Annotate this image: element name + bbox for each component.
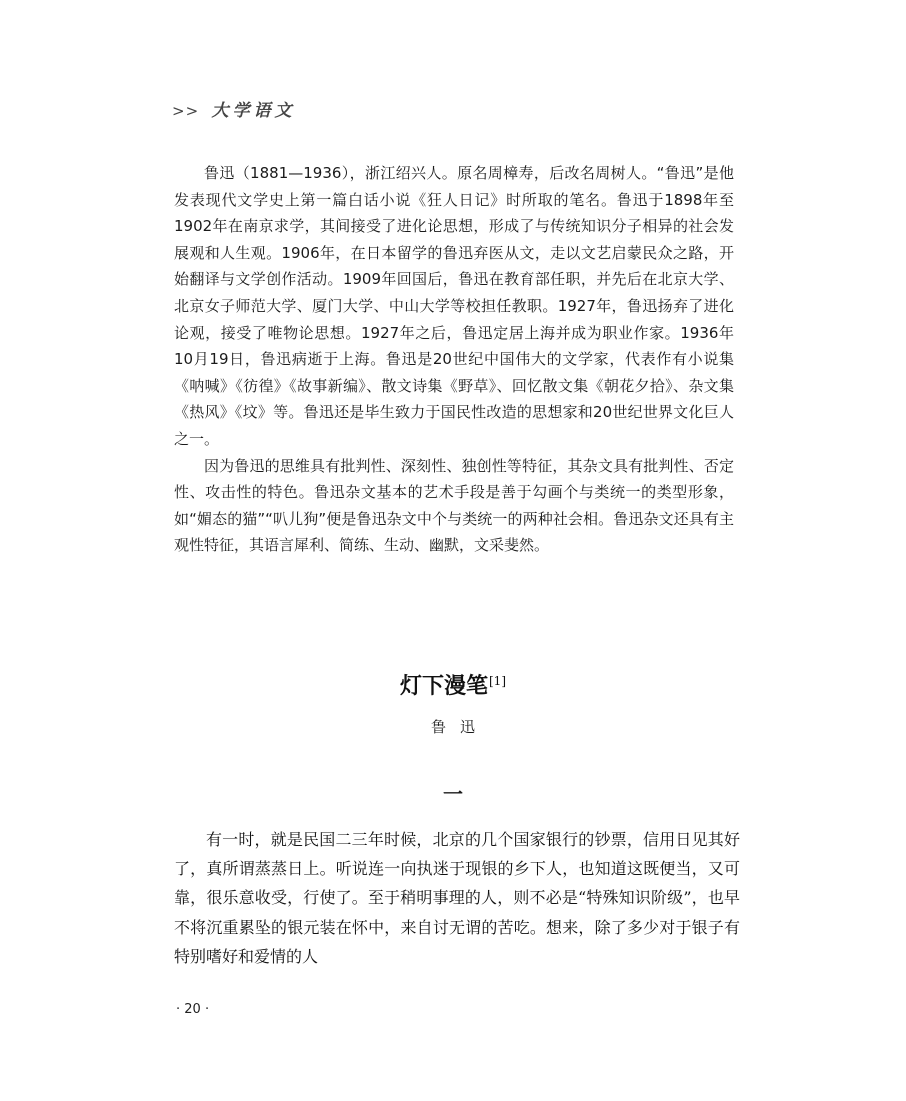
footnote-marker[interactable]: [1] — [489, 673, 506, 688]
book-title: 大学语文 — [211, 101, 296, 121]
intro-paragraph: 鲁迅（1881—1936），浙江绍兴人。原名周樟寿，后改名周树人。“鲁迅”是他发表现代文学史上第一篇白话小说《狂人日记》时所取的笔名。鲁迅于1898年至1902年在南京求学，其间接受了进化论思想，形成了与传统知识分子相异的社会发展观和人生观。1906年，在日本留学的鲁迅弃医从文，走以文艺启蒙民众之路，开始翻译与文学创作活动。1909年回国后，鲁迅在教育部任职，并先后在北京大学、北京女子师范大学、厦门大学、中山大学等校担任教职。1927年，鲁迅扬弃了进化论观，接受了唯物论思想。1927年之后，鲁迅定居上海并成为职业作家。1936年10月19日，鲁迅病逝于上海。鲁迅是20世纪中国伟大的文学家，代表作有小说集《呐喊》《彷徨》《故事新编》、散文诗集《野草》、回忆散文集《朝花夕拾》、杂文集《热风》《坟》等。鲁迅还是毕生致力于国民性改造的思想家和20世纪世界文化巨人之一。 — [174, 164, 734, 448]
essay-body — [174, 825, 740, 971]
header-arrows: >> — [172, 102, 200, 120]
intro-paragraph: 因为鲁迅的思维具有批判性、深刻性、独创性等特征，其杂文具有批判性、否定性、攻击性的特色。鲁迅杂文基本的艺术手段是善于勾画个与类统一的类型形象，如“媚态的猫”“叭儿狗”便是鲁迅杂文中个与类统一的两种社会相。鲁迅杂文还具有主观性特征，其语言犀利、简练、生动、幽默，文采斐然。 — [174, 456, 734, 555]
essay-author: 鲁迅 — [430, 718, 489, 736]
running-header — [172, 96, 296, 121]
page-number: · 20 · — [176, 1002, 210, 1017]
essay-title-text: 灯下漫笔 — [399, 673, 488, 699]
section-number: 一 — [443, 782, 463, 806]
author-introduction — [174, 160, 734, 559]
essay-paragraph: 有一时，就是民国二三年时候，北京的几个国家银行的钞票，信用日见其好了，真所谓蒸蒸日上。听说连一向执迷于现银的乡下人，也知道这既便当，又可靠，很乐意收受，行使了。至于稍明事理的人，则不必是“特殊知识阶级”，也早不将沉重累坠的银元装在怀中，来自讨无谓的苦吃。想来，除了多少对于银子有特别嗜好和爱情的人 — [174, 830, 740, 966]
essay-title — [0, 669, 906, 700]
